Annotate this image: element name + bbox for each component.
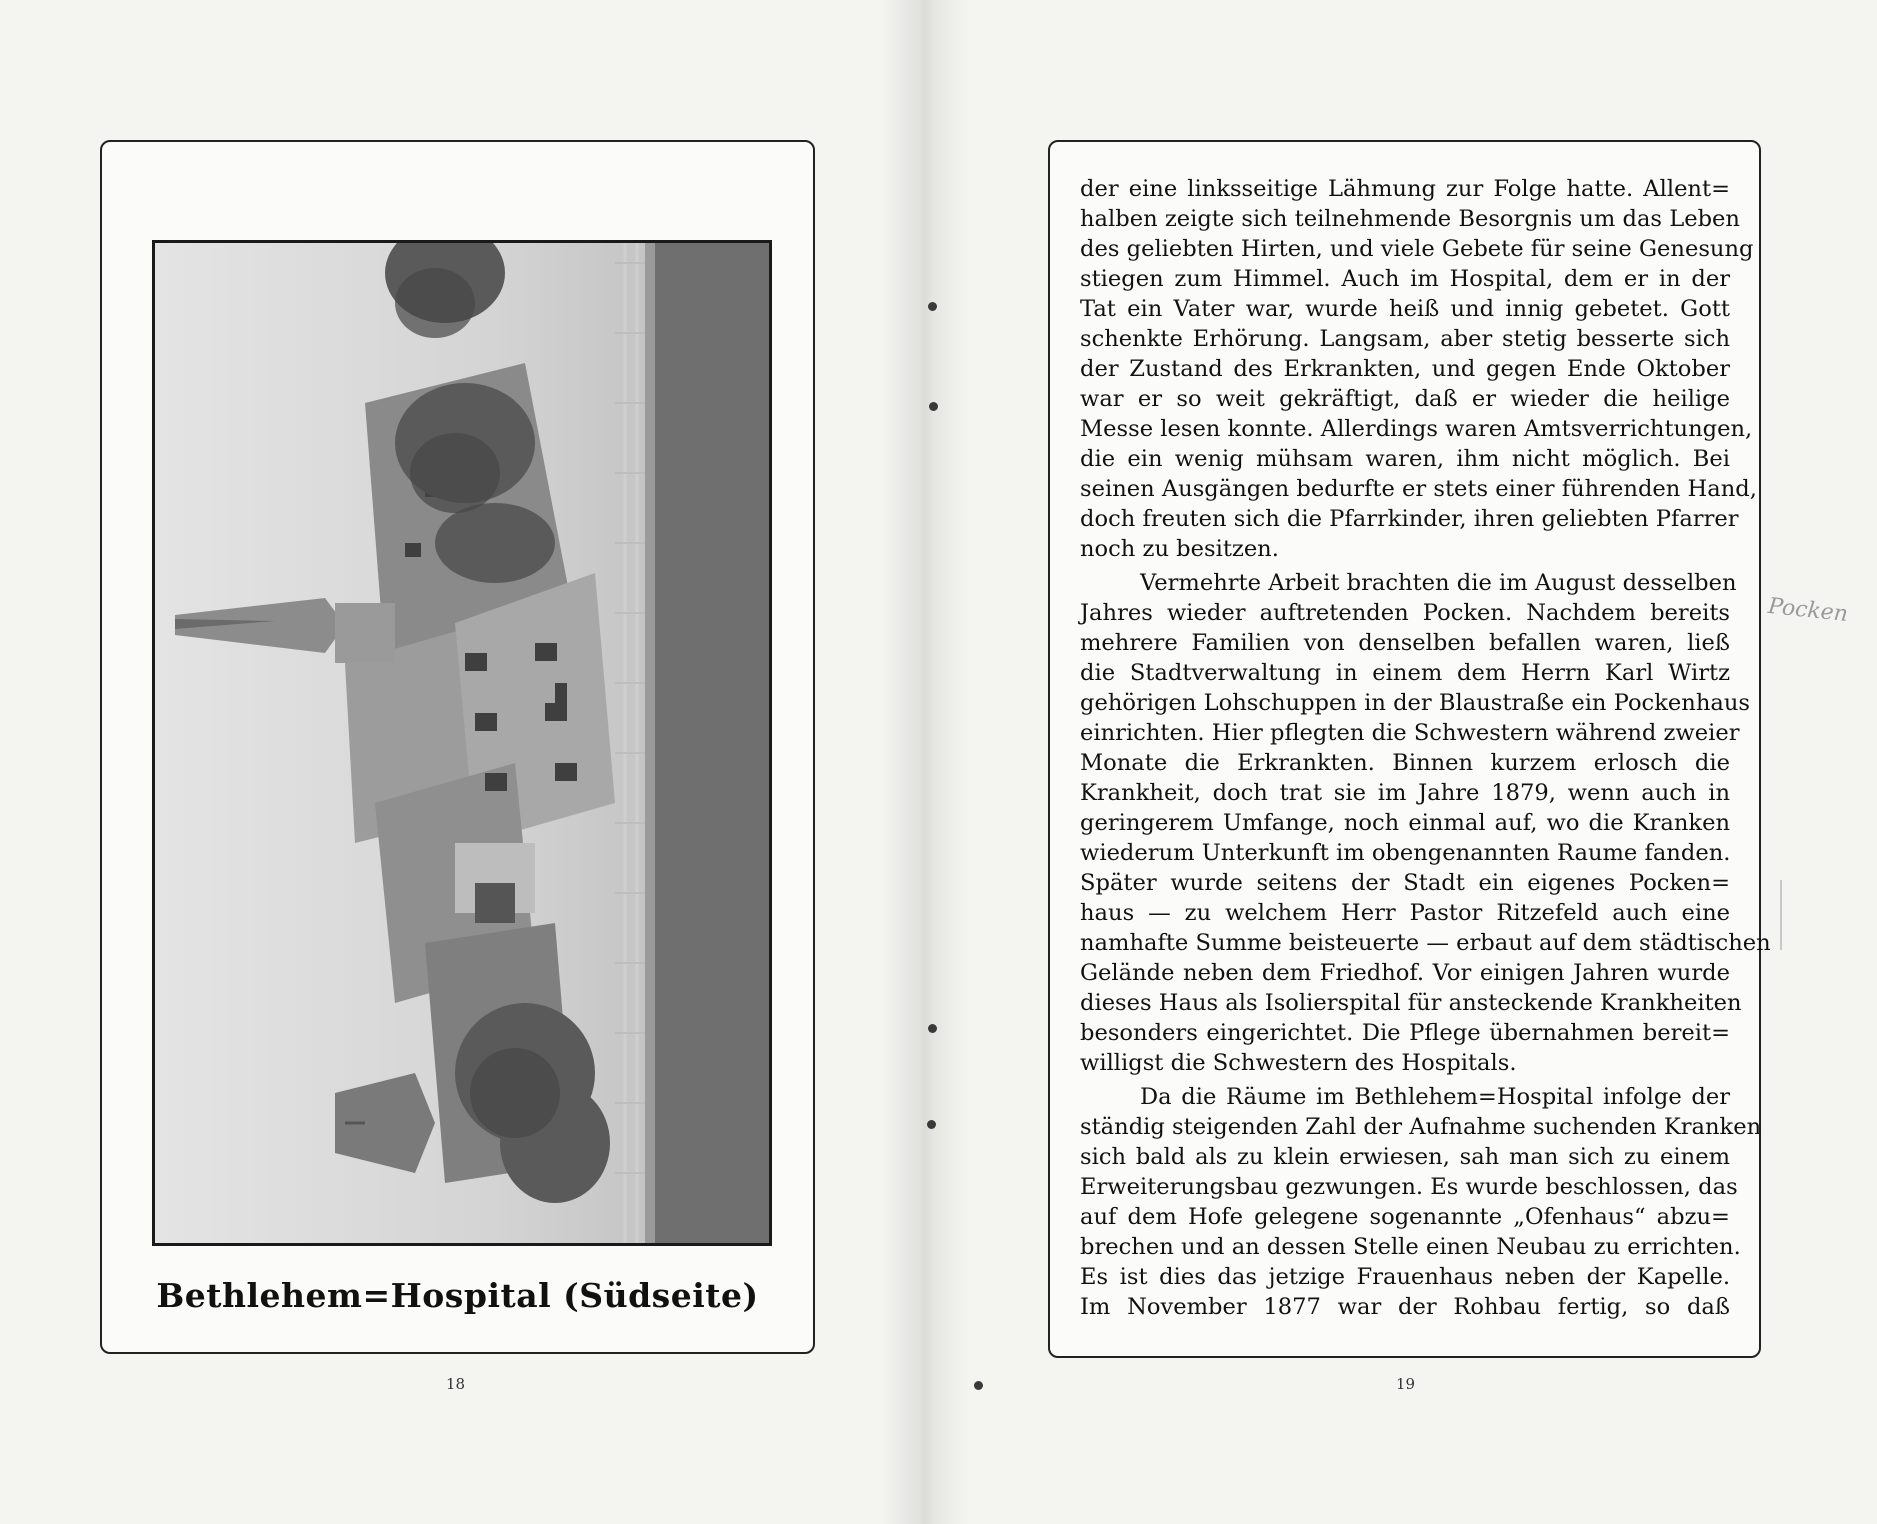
staple-hole [929,402,938,411]
text-line: Erweiterungsbau gezwungen. Es wurde beschlossen, das [1080,1174,1738,1200]
text-line: Später wurde seitens der Stadt ein eigenes Pocken= [1080,870,1730,896]
text-line: dieses Haus als Isolierspital für ansteckende Krankheiten [1080,990,1742,1016]
paragraph [1080,568,1771,1078]
body-text [1080,174,1771,1326]
text-line: halben zeigte sich teilnehmende Besorgnis um das Leben [1080,206,1740,232]
text-line: der eine linksseitige Lähmung zur Folge hatte. Allent= [1080,176,1730,202]
text-line: Es ist dies das jetzige Frauenhaus neben der Kapelle. [1080,1264,1730,1290]
text-line: mehrere Familien von denselben befallen waren, ließ [1080,630,1730,656]
pencil-mark [1780,880,1782,950]
text-line: doch freuten sich die Pfarrkinder, ihren geliebten Pfarrer [1080,506,1739,532]
staple-hole [928,1024,937,1033]
text-line: schenkte Erhörung. Langsam, aber stetig besserte sich [1080,326,1730,352]
handwritten-margin-note: Pocken [1766,593,1850,628]
text-line: des geliebten Hirten, und viele Gebete für seine Genesung [1080,236,1754,262]
text-line: Jahres wieder auftretenden Pocken. Nachdem bereits [1080,600,1730,626]
staple-hole [974,1381,983,1390]
text-line: gehörigen Lohschuppen in der Blaustraße ein Pockenhaus [1080,690,1750,716]
hospital-photo [152,240,772,1246]
gutter-shadow [880,0,970,1524]
text-line: ständig steigenden Zahl der Aufnahme suchenden Kranken [1080,1114,1762,1140]
staple-hole [928,302,937,311]
photo-caption: Bethlehem=Hospital (Südseite) [156,1276,759,1315]
staple-hole [927,1120,936,1129]
text-line: brechen und an dessen Stelle einen Neubau zu errichten. [1080,1234,1741,1260]
text-line: willigst die Schwestern des Hospitals. [1080,1050,1517,1076]
text-line: war er so weit gekräftigt, daß er wieder die heilige [1080,386,1730,412]
page-number-right: 19 [1396,1375,1416,1393]
text-line: Krankheit, doch trat sie im Jahre 1879, wenn auch in [1080,780,1730,806]
page-number-left: 18 [446,1375,466,1393]
text-line: Vermehrte Arbeit brachten die im August desselben [1140,570,1737,596]
text-line: Messe lesen konnte. Allerdings waren Amtsverrichtungen, [1080,416,1753,442]
text-line: Da die Räume im Bethlehem=Hospital infolge der [1140,1084,1730,1110]
text-line: Tat ein Vater war, wurde heiß und innig gebetet. Gott [1080,296,1730,322]
text-line: auf dem Hofe gelegene sogenannte „Ofenhaus“ abzu= [1080,1204,1730,1230]
text-line: die Stadtverwaltung in einem dem Herrn Karl Wirtz [1080,660,1730,686]
text-line: einrichten. Hier pflegten die Schwestern während zweier [1080,720,1740,746]
paragraph [1080,174,1757,564]
text-line: Monate die Erkrankten. Binnen kurzem erlosch die [1080,750,1730,776]
text-line: geringerem Umfange, noch einmal auf, wo die Kranken [1080,810,1730,836]
text-line: Gelände neben dem Friedhof. Vor einigen Jahren wurde [1080,960,1730,986]
paragraph [1080,1082,1762,1322]
text-line: noch zu besitzen. [1080,536,1279,562]
text-line: stiegen zum Himmel. Auch im Hospital, dem er in der [1080,266,1730,292]
text-line: haus — zu welchem Herr Pastor Ritzefeld auch eine [1080,900,1730,926]
text-line: besonders eingerichtet. Die Pflege übernahmen bereit= [1080,1020,1730,1046]
text-line: seinen Ausgängen bedurfte er stets einer führenden Hand, [1080,476,1757,502]
text-line: die ein wenig mühsam waren, ihm nicht möglich. Bei [1080,446,1730,472]
text-line: sich bald als zu klein erwiesen, sah man sich zu einem [1080,1144,1730,1170]
text-line: der Zustand des Erkrankten, und gegen Ende Oktober [1080,356,1730,382]
text-line: Im November 1877 war der Rohbau fertig, so daß [1080,1294,1730,1320]
text-line: namhafte Summe beisteuerte — erbaut auf dem städtischen [1080,930,1771,956]
text-line: wiederum Unterkunft im obengenannten Raume fanden. [1080,840,1731,866]
